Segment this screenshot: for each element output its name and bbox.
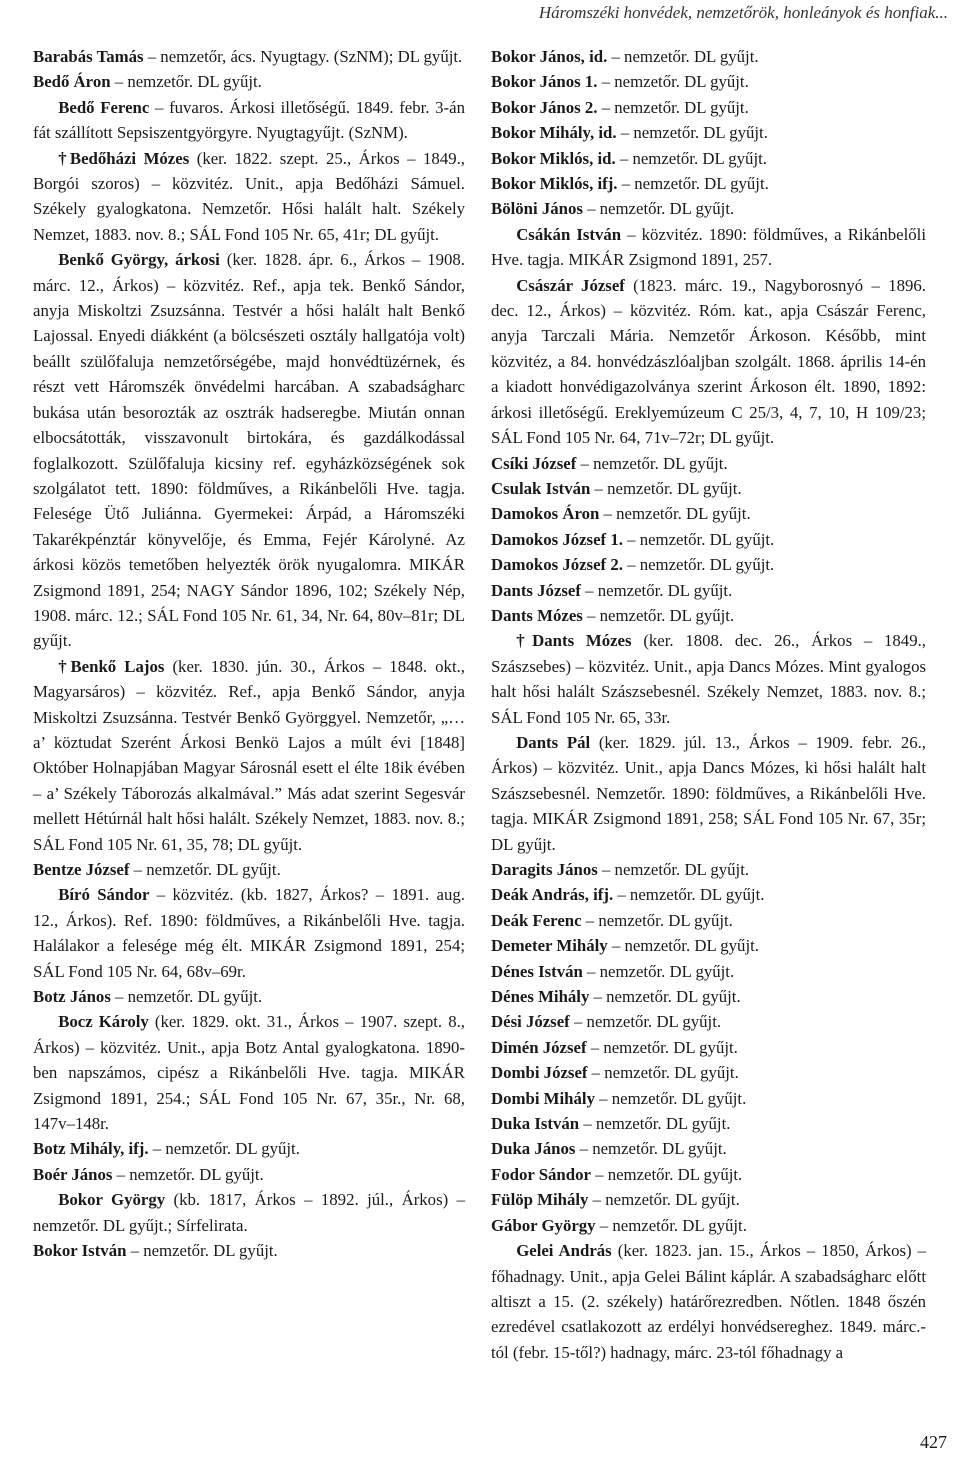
entry-name: Daragits János: [491, 860, 598, 879]
entry-text: (ker. 1808. dec. 26., Árkos – 1849., Szászsebes) – közvitéz. Unit., apja Dancs Mózes. Mint gyalogos halt hősi halált Szászsebesnél. Székely Nemzet, 1883. nov. 8.; SÁL Fond 105 Nr. 65, 33r.: [491, 631, 926, 727]
entry: [491, 857, 926, 882]
entry-text: – nemzetőr. DL gyűjt.: [616, 123, 768, 143]
entry-name: †Benkő Lajos: [58, 656, 165, 676]
entry-name: Dants Mózes: [491, 605, 583, 625]
entry-name: Bedő Ferenc: [58, 97, 150, 117]
entry-text: – nemzetőr. DL gyűjt.: [599, 504, 751, 524]
entry: [491, 95, 926, 120]
entry: [491, 603, 926, 628]
entry-name: Bokor János 1.: [491, 72, 598, 92]
entry-name: Csíki József: [491, 453, 577, 473]
entry-name: Botz Mihály, ifj.: [33, 1139, 149, 1159]
entry: [491, 171, 926, 196]
entry: [491, 1213, 926, 1238]
entry-name: Bedő Áron: [33, 72, 111, 92]
entry: [33, 69, 465, 94]
entry-name: Bokor János 2.: [491, 97, 598, 117]
entry: [491, 552, 926, 577]
entry-text: – nemzetőr. DL gyűjt.: [597, 72, 749, 92]
entry-text: – nemzetőr. DL gyűjt.: [607, 47, 759, 66]
entry: [491, 196, 926, 221]
entry: [491, 730, 926, 857]
page-number: 427: [920, 1432, 947, 1452]
entry: [33, 1009, 465, 1136]
entry: [33, 882, 465, 984]
entry-text: – nemzetőr. DL gyűjt.: [597, 97, 749, 117]
entry-name: Dénes Mihály: [491, 987, 590, 1007]
entry-text: – nemzetőr. DL gyűjt.: [110, 987, 263, 1007]
entry-text: – nemzetőr. DL gyűjt.: [588, 1190, 740, 1210]
entry-name: Duka István: [491, 1114, 580, 1134]
entry-text: – közvitéz. (kb. 1827, Árkos? – 1891. aug. 12., Árkos). Ref. 1890: földműves, a Rikánbelőli Hve. tagja. Halálakor a felesége még élt. MIKÁR Zsigmond 1891, 254; SÁL Fond 105 Nr. 64, 68v–69r.: [33, 885, 465, 981]
entry-text: – nemzetőr. DL gyűjt.: [582, 199, 735, 219]
entry-text: – nemzetőr, ács. Nyugtagy. (SzNM); DL gyűjt.: [143, 47, 463, 66]
entry-name: Bokor Miklós, id.: [491, 148, 616, 168]
entry-text: – nemzetőr. DL gyűjt.: [613, 885, 765, 905]
entry-name: Benkő György, árkosi: [58, 250, 220, 270]
entry-name: Damokos József 2.: [491, 555, 623, 575]
entry: [491, 908, 926, 933]
entry: [33, 984, 465, 1009]
right-column: [491, 44, 926, 1365]
entry-name: †Bedőházi Mózes: [58, 148, 190, 168]
entry-text: – nemzetőr. DL gyűjt.: [126, 1241, 278, 1261]
entry: [491, 69, 926, 94]
entry-name: Bentze József: [33, 860, 130, 879]
entry: [491, 628, 926, 730]
entry: [491, 476, 926, 501]
entry-name: Damokos József 1.: [491, 529, 623, 549]
entry-text: – nemzetőr. DL gyűjt.: [579, 1114, 731, 1134]
entry: [491, 501, 926, 526]
entry: [491, 933, 926, 958]
entry-text: (ker. 1823. jan. 15., Árkos – 1850, Árkos) – főhadnagy. Unit., apja Gelei Bálint káplár. A szabadságharc előtt altiszt a 15. (2. székely) határőrezredben. Nőtlen. 1848 őszén ezredével csatlakozott az erdélyi honvédsereghez. 1849. márc.-tól (febr. 15-től?) hadnagy, márc. 23-tól főhadnagy a: [491, 1241, 926, 1362]
entry-text: – nemzetőr. DL gyűjt.: [110, 72, 262, 92]
entry-name: Dési József: [491, 1012, 570, 1032]
entry-text: – nemzetőr. DL gyűjt.: [595, 1215, 747, 1235]
entry-name: Csákán István: [516, 224, 622, 244]
entry-name: Dimén József: [491, 1037, 587, 1057]
entry-text: – nemzetőr. DL gyűjt.: [148, 1139, 300, 1159]
entry-text: – fuvaros. Árkosi illetőségű. 1849. febr. 3-án fát szállított Sepsiszentgyörgyre. Nyugtagyűjt. (SzNM).: [33, 97, 465, 143]
entry-name: Dants József: [491, 580, 581, 600]
entry-text: (kb. 1817, Árkos – 1892. júl., Árkos) – nemzetőr. DL gyűjt.; Sírfelirata.: [33, 1190, 465, 1235]
entry: [491, 1009, 926, 1034]
entry-text: (ker. 1829. júl. 13., Árkos – 1909. febr. 26., Árkos) – közvitéz. Unit., apja Dancs Mózes, ki hősi halált halt Szászsebesnél. Nemzetőr. 1890: földműves, a Rikánbelőli Hve. tagja. MIKÁR Zsigmond 1891, 258; SÁL Fond 105 Nr. 67, 35r; DL gyűjt.: [491, 732, 926, 854]
entry: [491, 146, 926, 171]
entry: [491, 1035, 926, 1060]
entry-text: – nemzetőr. DL gyűjt.: [576, 453, 728, 473]
entry: [491, 1111, 926, 1136]
entry-text: – nemzetőr. DL gyűjt.: [569, 1012, 722, 1032]
entry: [491, 984, 926, 1009]
entry-text: – nemzetőr. DL gyűjt.: [112, 1164, 264, 1184]
entry-text: (ker. 1828. ápr. 6., Árkos – 1908. márc. 12., Árkos) – közvitéz. Ref., apja tek. Benkő Sándor, anyja Miskoltzi Zsuzsánna. Testvér a hősi halált halt Benkő Lajossal. Enyedi diákként (a bölcsészeti osztály hallgatója volt) beállt szülőfaluja nemzetőrségébe, majd honvédtüzérnek, és részt vett Háromszék önvédelmi harcában. A szabadságharc bukása után besorozták az osztrák hadseregbe. Miután onnan elbocsátották, visszavonult birtokára, és gazdálkodással foglalkozott. Szülőfaluja kicsiny ref. egyházközségének sok szolgálatot tett. 1890: földműves, a Rikánbelőli Hve. tagja. Felesége Ütő Juliánna. Gyermekei: Árpád, a Háromszéki Takarékpénztár könyvelője, és Emma, Fejér Károlyné. Az árkosi közös temetőben helyezték örök nyugalomra. MIKÁR Zsigmond 1891, 254; NAGY Sándor 1896, 102; Székely Nép, 1908. márc. 12.; SÁL Fond 105 Nr. 61, 34, Nr. 64, 80v–81r; DL gyűjt.: [33, 250, 465, 651]
entry-name: Bokor Miklós, ifj.: [491, 174, 618, 194]
entry-text: – nemzetőr. DL gyűjt.: [575, 1139, 727, 1159]
entry-name: Gábor György: [491, 1215, 596, 1235]
entry-name: Dombi József: [491, 1063, 588, 1083]
entry: [33, 654, 465, 857]
entry-text: – nemzetőr. DL gyűjt.: [590, 478, 742, 498]
entry: [491, 451, 926, 476]
entry-text: – nemzetőr. DL gyűjt.: [615, 148, 767, 168]
entry-text: (ker. 1830. jún. 30., Árkos – 1848. okt., Magyarsáros) – közvitéz. Ref., apja Benkő Sándor, anyja Miskoltzi Zsuzsánna. Testvér Benkő Györggyel. Nemzetőr, „…a’ köztudat Szerént Árkosi Benkö Lajos a múlt évi [1848] Október Holnapjában Magyar Sárosnál esett el élte 18ik évében – a’ Székely Táborozás alkalmával.” Más adat szerint Segesvár mellett Hétúrnál halt hősi halált. Székely Nemzet, 1883. nov. 8.; SÁL Fond 105 Nr. 61, 35, 78; DL gyűjt.: [33, 656, 465, 854]
entry: [33, 1136, 465, 1161]
entry: [491, 1060, 926, 1085]
entry-name: Bokor István: [33, 1241, 127, 1261]
entry: [491, 120, 926, 145]
entry: [33, 857, 465, 882]
entry-text: – nemzetőr. DL gyűjt.: [582, 961, 735, 981]
entry-text: – nemzetőr. DL gyűjt.: [589, 987, 741, 1007]
entry-name: Csulak István: [491, 478, 591, 498]
entry-text: (1823. márc. 19., Nagyborosnyó – 1896. dec. 12., Árkos) – közvitéz. Róm. kat., apja Császár Ferenc, anyja Tarczali Mária. Nemzetőr Árkoson. Később, mint közvitéz, a 84. honvédzászlóaljban szolgált. 1868. április 14-én a kiadott honvédigazolványa szerint Árkoson élt. 1890, 1892: árkosi illetőségű. Ereklyemúzeum C 25/3, 4, 7, 10, H 109/23; SÁL Fond 105 Nr. 64, 71v–72r; DL gyűjt.: [491, 275, 926, 448]
entry-text: (ker. 1829. okt. 31., Árkos – 1907. szept. 8., Árkos) – közvitéz. Unit., apja Botz Antal gyalogkatona. 1890-ben napszámos, cipész a Rikánbelőli Hve. tagja. MIKÁR Zsigmond 1891, 254.; SÁL Fond 105 Nr. 67, 35r., Nr. 68, 147v–148r.: [33, 1012, 465, 1134]
entry: [33, 95, 465, 146]
entry-name: Demeter Mihály: [491, 936, 608, 956]
entry-text: – nemzetőr. DL gyűjt.: [129, 860, 281, 879]
entry-text: – nemzetőr. DL gyűjt.: [607, 936, 759, 956]
entry-text: – nemzetőr. DL gyűjt.: [586, 1037, 738, 1057]
entry-name: Fodor Sándor: [491, 1164, 591, 1184]
entry-text: – nemzetőr. DL gyűjt.: [594, 1088, 747, 1108]
entry-text: – nemzetőr. DL gyűjt.: [581, 910, 733, 930]
entry: [491, 1162, 926, 1187]
entry-name: Bölöni János: [491, 199, 583, 219]
entry-name: Dombi Mihály: [491, 1088, 595, 1108]
entry: [33, 247, 465, 654]
entry: [33, 1187, 465, 1238]
entry-name: Damokos Áron: [491, 504, 600, 524]
entry-name: Deák Ferenc: [491, 910, 582, 930]
entry-text: – nemzetőr. DL gyűjt.: [622, 555, 775, 575]
entry-name: Botz János: [33, 987, 111, 1007]
entry-text: – nemzetőr. DL gyűjt.: [597, 860, 750, 879]
running-header: Háromszéki honvédek, nemzetőrök, honleányok és honfiak...: [538, 3, 948, 22]
entry-name: Boér János: [33, 1164, 113, 1184]
entry-text: – nemzetőr. DL gyűjt.: [590, 1164, 743, 1184]
entry-name: Duka János: [491, 1139, 576, 1159]
entry: [491, 1238, 926, 1365]
entry-name: Bocz Károly: [58, 1012, 149, 1032]
entry-name: Bíró Sándor: [58, 885, 150, 905]
entry-name: Bokor Mihály, id.: [491, 123, 617, 143]
entry: [491, 1086, 926, 1111]
entry: [491, 959, 926, 984]
entry-name: Bokor János, id.: [491, 47, 608, 66]
entry: [491, 44, 926, 69]
entry-name: Dénes István: [491, 961, 583, 981]
entry: [491, 578, 926, 603]
entry-text: – nemzetőr. DL gyűjt.: [617, 174, 769, 194]
entry-name: Fülöp Mihály: [491, 1190, 589, 1210]
entry-text: – nemzetőr. DL gyűjt.: [587, 1063, 739, 1083]
entry: [33, 44, 465, 69]
entry: [33, 1238, 465, 1263]
entry-name: Bokor György: [58, 1190, 166, 1210]
entry-name: Gelei András: [516, 1241, 612, 1261]
entry: [491, 1187, 926, 1212]
entry: [491, 1136, 926, 1161]
entry: [491, 882, 926, 907]
entry-text: – nemzetőr. DL gyűjt.: [580, 580, 733, 600]
entry-name: Barabás Tamás: [33, 47, 144, 66]
entry-text: – nemzetőr. DL gyűjt.: [582, 605, 735, 625]
entry-name: Deák András, ifj.: [491, 885, 614, 905]
entry-text: (ker. 1822. szept. 25., Árkos – 1849., Borgói szoros) – közvitéz. Unit., apja Bedőházi Sámuel. Székely gyalogkatona. Nemzetőr. Hősi halált halt. Székely Nemzet, 1883. nov. 8.; SÁL Fond 105 Nr. 65, 41r; DL gyűjt.: [33, 148, 465, 244]
entry-name: †Dants Mózes: [516, 631, 632, 651]
entry: [33, 146, 465, 248]
entry: [491, 527, 926, 552]
left-column: [33, 44, 465, 1264]
entry: [491, 273, 926, 451]
entry-name: Császár József: [516, 275, 625, 295]
entry-name: Dants Pál: [516, 732, 591, 752]
entry: [33, 1162, 465, 1187]
entry-text: – nemzetőr. DL gyűjt.: [622, 529, 775, 549]
entry: [491, 222, 926, 273]
entry-text: – közvitéz. 1890: földműves, a Rikánbelőli Hve. tagja. MIKÁR Zsigmond 1891, 257.: [491, 224, 926, 270]
